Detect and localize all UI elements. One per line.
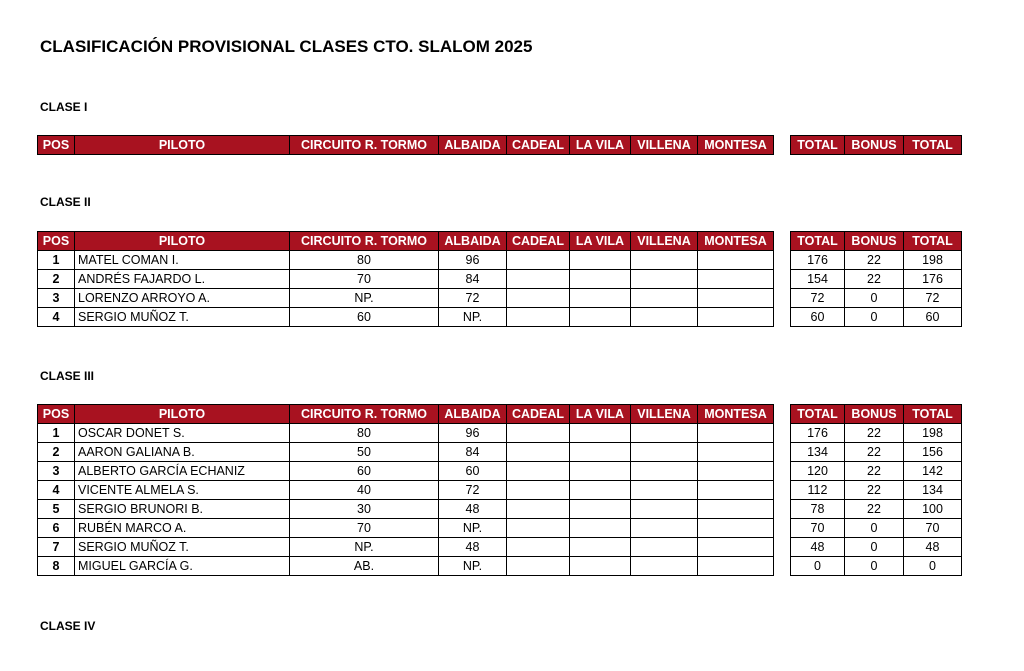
cadeal-cell — [507, 462, 570, 481]
cadeal-cell — [507, 481, 570, 500]
la-vila-cell — [570, 538, 631, 557]
table-row — [38, 481, 774, 500]
circuito-cell: 70 — [290, 270, 439, 289]
montesa-cell — [698, 462, 774, 481]
la-vila-cell — [570, 481, 631, 500]
totals-row — [791, 443, 962, 462]
table-row — [38, 270, 774, 289]
total-cell: 112 — [791, 481, 845, 500]
totals-row — [791, 519, 962, 538]
totals-row — [791, 289, 962, 308]
villena-cell — [631, 443, 698, 462]
piloto-cell: MIGUEL GARCÍA G. — [75, 557, 290, 576]
table-row — [38, 289, 774, 308]
table-row — [38, 538, 774, 557]
totals-row — [791, 251, 962, 270]
la-vila-cell — [570, 462, 631, 481]
clase-ii-totals-rows — [791, 251, 962, 327]
total-final-cell: 176 — [904, 270, 962, 289]
table-header-row — [38, 405, 774, 424]
piloto-cell: MATEL COMAN I. — [75, 251, 290, 270]
la-vila-cell — [570, 424, 631, 443]
total-final-cell: 198 — [904, 251, 962, 270]
montesa-cell — [698, 251, 774, 270]
header-piloto: PILOTO — [75, 405, 290, 424]
header-la-vila: LA VILA — [570, 232, 631, 251]
piloto-cell: VICENTE ALMELA S. — [75, 481, 290, 500]
villena-cell — [631, 481, 698, 500]
albaida-cell: 96 — [439, 424, 507, 443]
villena-cell — [631, 251, 698, 270]
la-vila-cell — [570, 251, 631, 270]
montesa-cell — [698, 308, 774, 327]
bonus-cell: 22 — [845, 251, 904, 270]
la-vila-cell — [570, 308, 631, 327]
cadeal-cell — [507, 519, 570, 538]
albaida-cell: NP. — [439, 519, 507, 538]
header-montesa: MONTESA — [698, 405, 774, 424]
circuito-cell: AB. — [290, 557, 439, 576]
montesa-cell — [698, 443, 774, 462]
header-villena: VILLENA — [631, 405, 698, 424]
total-final-cell: 142 — [904, 462, 962, 481]
albaida-cell: 72 — [439, 481, 507, 500]
table-row — [38, 251, 774, 270]
bonus-cell: 0 — [845, 538, 904, 557]
albaida-cell: 72 — [439, 289, 507, 308]
piloto-cell: SERGIO BRUNORI B. — [75, 500, 290, 519]
header-albaida: ALBAIDA — [439, 232, 507, 251]
totals-row — [791, 481, 962, 500]
clase-iii-results-table — [37, 404, 774, 576]
total-final-cell: 198 — [904, 424, 962, 443]
clase-i-label: CLASE I — [40, 100, 88, 114]
total-final-cell: 134 — [904, 481, 962, 500]
pos-cell: 7 — [38, 538, 75, 557]
table-row — [38, 308, 774, 327]
total-final-cell: 100 — [904, 500, 962, 519]
table-row — [38, 462, 774, 481]
page-title: CLASIFICACIÓN PROVISIONAL CLASES CTO. SLALOM 2025 — [40, 37, 533, 56]
circuito-cell: NP. — [290, 538, 439, 557]
clase-i-totals-table — [790, 135, 962, 155]
clase-iii-rows — [38, 424, 774, 576]
header-cadeal: CADEAL — [507, 136, 570, 155]
total-final-cell: 48 — [904, 538, 962, 557]
la-vila-cell — [570, 519, 631, 538]
pos-cell: 1 — [38, 251, 75, 270]
la-vila-cell — [570, 557, 631, 576]
piloto-cell: ALBERTO GARCÍA ECHANIZ — [75, 462, 290, 481]
la-vila-cell — [570, 500, 631, 519]
header-circuito: CIRCUITO R. TORMO — [290, 405, 439, 424]
cadeal-cell — [507, 251, 570, 270]
bonus-cell: 22 — [845, 500, 904, 519]
la-vila-cell — [570, 270, 631, 289]
total-final-cell: 70 — [904, 519, 962, 538]
total-final-cell: 72 — [904, 289, 962, 308]
totals-header-row — [791, 232, 962, 251]
pos-cell: 4 — [38, 481, 75, 500]
clase-iii-totals-table — [790, 404, 962, 576]
clase-iv-label: CLASE IV — [40, 619, 96, 633]
totals-row — [791, 557, 962, 576]
bonus-cell: 0 — [845, 289, 904, 308]
bonus-cell: 0 — [845, 519, 904, 538]
total-final-cell: 156 — [904, 443, 962, 462]
albaida-cell: NP. — [439, 308, 507, 327]
header-montesa: MONTESA — [698, 136, 774, 155]
villena-cell — [631, 462, 698, 481]
total-cell: 60 — [791, 308, 845, 327]
villena-cell — [631, 538, 698, 557]
total-cell: 0 — [791, 557, 845, 576]
cadeal-cell — [507, 538, 570, 557]
la-vila-cell — [570, 289, 631, 308]
piloto-cell: ANDRÉS FAJARDO L. — [75, 270, 290, 289]
cadeal-cell — [507, 308, 570, 327]
bonus-cell: 0 — [845, 308, 904, 327]
total-cell: 72 — [791, 289, 845, 308]
totals-row — [791, 462, 962, 481]
total-cell: 120 — [791, 462, 845, 481]
clase-i-results-table — [37, 135, 774, 155]
header-pos: POS — [38, 136, 75, 155]
header-pos: POS — [38, 405, 75, 424]
header-total-final: TOTAL — [904, 232, 962, 251]
villena-cell — [631, 289, 698, 308]
header-total: TOTAL — [791, 232, 845, 251]
total-cell: 176 — [791, 251, 845, 270]
montesa-cell — [698, 481, 774, 500]
totals-row — [791, 538, 962, 557]
albaida-cell: 60 — [439, 462, 507, 481]
totals-header-row — [791, 405, 962, 424]
table-row — [38, 500, 774, 519]
clase-iii-label: CLASE III — [40, 369, 95, 383]
circuito-cell: 60 — [290, 308, 439, 327]
clase-ii-label: CLASE II — [40, 195, 91, 209]
clase-iii-totals-rows — [791, 424, 962, 576]
table-header-row — [38, 136, 774, 155]
montesa-cell — [698, 424, 774, 443]
table-row — [38, 424, 774, 443]
table-row — [38, 519, 774, 538]
pos-cell: 2 — [38, 443, 75, 462]
clase-ii-rows — [38, 251, 774, 327]
circuito-cell: 40 — [290, 481, 439, 500]
cadeal-cell — [507, 289, 570, 308]
circuito-cell: NP. — [290, 289, 439, 308]
totals-row — [791, 500, 962, 519]
circuito-cell: 60 — [290, 462, 439, 481]
total-cell: 154 — [791, 270, 845, 289]
header-bonus: BONUS — [845, 232, 904, 251]
piloto-cell: AARON GALIANA B. — [75, 443, 290, 462]
header-pos: POS — [38, 232, 75, 251]
villena-cell — [631, 308, 698, 327]
header-piloto: PILOTO — [75, 136, 290, 155]
header-villena: VILLENA — [631, 136, 698, 155]
cadeal-cell — [507, 270, 570, 289]
piloto-cell: RUBÉN MARCO A. — [75, 519, 290, 538]
header-montesa: MONTESA — [698, 232, 774, 251]
bonus-cell: 22 — [845, 443, 904, 462]
circuito-cell: 80 — [290, 251, 439, 270]
header-la-vila: LA VILA — [570, 405, 631, 424]
villena-cell — [631, 519, 698, 538]
total-cell: 48 — [791, 538, 845, 557]
pos-cell: 5 — [38, 500, 75, 519]
totals-row — [791, 424, 962, 443]
pos-cell: 8 — [38, 557, 75, 576]
header-circuito: CIRCUITO R. TORMO — [290, 232, 439, 251]
header-cadeal: CADEAL — [507, 232, 570, 251]
header-piloto: PILOTO — [75, 232, 290, 251]
albaida-cell: 48 — [439, 538, 507, 557]
bonus-cell: 22 — [845, 462, 904, 481]
albaida-cell: 84 — [439, 270, 507, 289]
table-row — [38, 557, 774, 576]
header-bonus: BONUS — [845, 405, 904, 424]
albaida-cell: 84 — [439, 443, 507, 462]
pos-cell: 4 — [38, 308, 75, 327]
pos-cell: 3 — [38, 289, 75, 308]
cadeal-cell — [507, 557, 570, 576]
header-albaida: ALBAIDA — [439, 405, 507, 424]
albaida-cell: NP. — [439, 557, 507, 576]
header-circuito: CIRCUITO R. TORMO — [290, 136, 439, 155]
cadeal-cell — [507, 500, 570, 519]
cadeal-cell — [507, 443, 570, 462]
montesa-cell — [698, 270, 774, 289]
table-header-row — [38, 232, 774, 251]
header-total-final: TOTAL — [904, 136, 962, 155]
montesa-cell — [698, 557, 774, 576]
cadeal-cell — [507, 424, 570, 443]
table-row — [38, 443, 774, 462]
piloto-cell: SERGIO MUÑOZ T. — [75, 538, 290, 557]
pos-cell: 6 — [38, 519, 75, 538]
header-bonus: BONUS — [845, 136, 904, 155]
total-cell: 176 — [791, 424, 845, 443]
pos-cell: 3 — [38, 462, 75, 481]
clase-ii-totals-table — [790, 231, 962, 327]
villena-cell — [631, 500, 698, 519]
montesa-cell — [698, 500, 774, 519]
total-final-cell: 60 — [904, 308, 962, 327]
bonus-cell: 22 — [845, 481, 904, 500]
albaida-cell: 48 — [439, 500, 507, 519]
totals-row — [791, 308, 962, 327]
bonus-cell: 22 — [845, 270, 904, 289]
montesa-cell — [698, 289, 774, 308]
villena-cell — [631, 557, 698, 576]
clase-ii-results-table — [37, 231, 774, 327]
montesa-cell — [698, 519, 774, 538]
villena-cell — [631, 270, 698, 289]
total-cell: 78 — [791, 500, 845, 519]
totals-header-row — [791, 136, 962, 155]
header-total: TOTAL — [791, 136, 845, 155]
villena-cell — [631, 424, 698, 443]
circuito-cell: 70 — [290, 519, 439, 538]
header-cadeal: CADEAL — [507, 405, 570, 424]
piloto-cell: SERGIO MUÑOZ T. — [75, 308, 290, 327]
total-final-cell: 0 — [904, 557, 962, 576]
albaida-cell: 96 — [439, 251, 507, 270]
circuito-cell: 30 — [290, 500, 439, 519]
header-total: TOTAL — [791, 405, 845, 424]
la-vila-cell — [570, 443, 631, 462]
piloto-cell: LORENZO ARROYO A. — [75, 289, 290, 308]
header-villena: VILLENA — [631, 232, 698, 251]
totals-row — [791, 270, 962, 289]
total-cell: 70 — [791, 519, 845, 538]
pos-cell: 2 — [38, 270, 75, 289]
header-la-vila: LA VILA — [570, 136, 631, 155]
pos-cell: 1 — [38, 424, 75, 443]
piloto-cell: OSCAR DONET S. — [75, 424, 290, 443]
circuito-cell: 50 — [290, 443, 439, 462]
bonus-cell: 22 — [845, 424, 904, 443]
header-albaida: ALBAIDA — [439, 136, 507, 155]
bonus-cell: 0 — [845, 557, 904, 576]
total-cell: 134 — [791, 443, 845, 462]
circuito-cell: 80 — [290, 424, 439, 443]
montesa-cell — [698, 538, 774, 557]
header-total-final: TOTAL — [904, 405, 962, 424]
